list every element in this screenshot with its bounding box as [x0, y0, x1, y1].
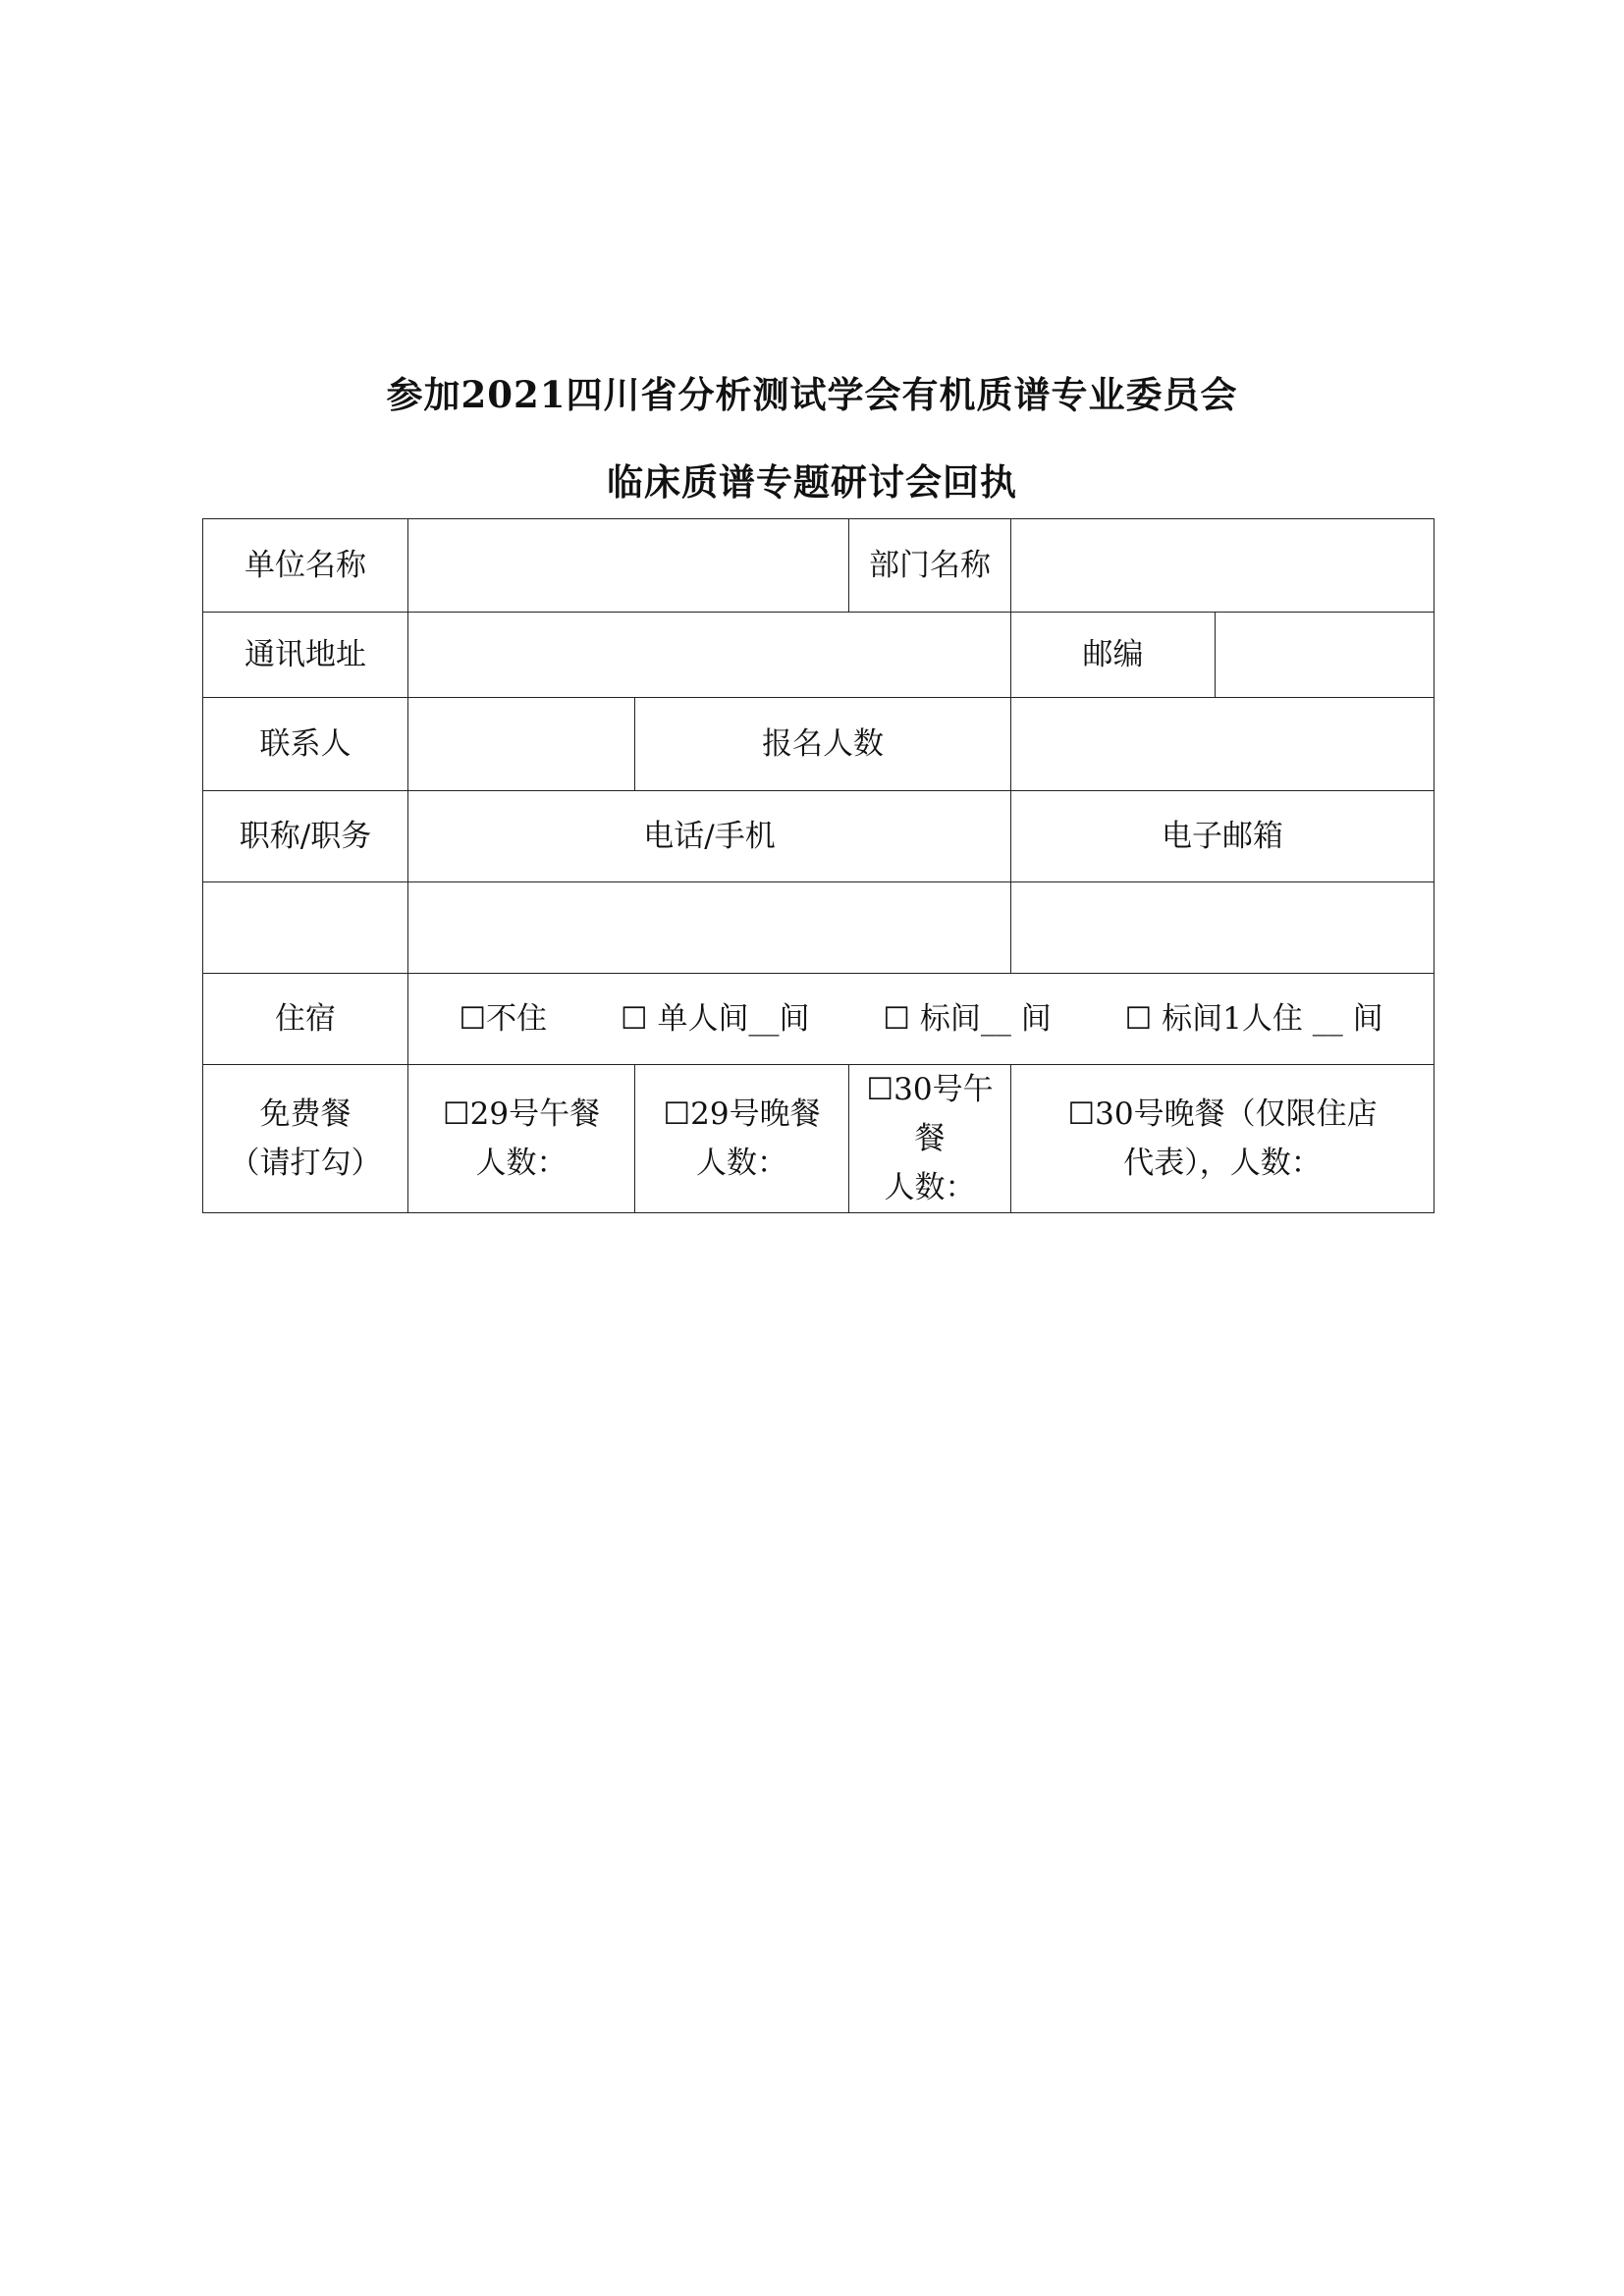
meal-option-30-dinner[interactable] [1011, 1065, 1435, 1213]
postcode-field[interactable] [1216, 613, 1435, 698]
meal-option-29-dinner[interactable] [635, 1065, 849, 1213]
lodging-options-cell [408, 974, 1435, 1065]
meal-30-dinner-line1: ☐30号晚餐（仅限住店 [1067, 1096, 1378, 1132]
meal-29-lunch-line2: 人数： [475, 1146, 568, 1181]
row-unit [203, 519, 1435, 613]
lodging-label: 住宿 [203, 974, 408, 1065]
row-title-phone-email-values [203, 882, 1435, 974]
contact-field[interactable] [408, 698, 635, 791]
meal-option-30-lunch[interactable] [849, 1065, 1011, 1213]
lodging-option-single[interactable]: ☐ 单人间__间 [620, 1001, 810, 1037]
contact-label: 联系人 [203, 698, 408, 791]
address-label: 通讯地址 [203, 613, 408, 698]
title-position-label: 职称/职务 [203, 791, 408, 882]
email-label: 电子邮箱 [1011, 791, 1435, 882]
postcode-label: 邮编 [1011, 613, 1216, 698]
form-title-line2: 临床质谱专题研讨会回执 [607, 460, 1017, 504]
row-meals [203, 1065, 1435, 1213]
meal-option-29-lunch[interactable] [408, 1065, 635, 1213]
phone-field[interactable] [408, 882, 1011, 974]
meal-30-dinner-line2: 代表），人数： [1123, 1146, 1322, 1181]
row-header-title-phone-email [203, 791, 1435, 882]
registrants-field[interactable] [1011, 698, 1435, 791]
lodging-option-standard[interactable]: ☐ 标间__ 间 [883, 1001, 1052, 1037]
unit-name-label: 单位名称 [203, 519, 408, 613]
dept-name-label: 部门名称 [849, 519, 1011, 613]
meals-label [203, 1065, 408, 1213]
meals-label-line1: 免费餐 [259, 1096, 352, 1132]
row-lodging [203, 974, 1435, 1065]
lodging-option-none[interactable]: ☐不住 [459, 1001, 548, 1037]
address-field[interactable] [408, 613, 1011, 698]
phone-label: 电话/手机 [408, 791, 1011, 882]
unit-name-field[interactable] [408, 519, 849, 613]
meal-29-dinner-line1: ☐29号晚餐 [663, 1096, 821, 1132]
row-address [203, 613, 1435, 698]
meal-30-lunch-line1: ☐30号午餐 [866, 1072, 994, 1156]
form-title-line1: 参加2021四川省分析测试学会有机质谱专业委员会 [386, 373, 1238, 416]
registration-form-table [202, 518, 1435, 1213]
meal-30-lunch-line2: 人数： [884, 1170, 976, 1205]
lodging-option-standard-single-occupancy[interactable]: ☐ 标间1人住 __ 间 [1124, 1001, 1383, 1037]
row-contact [203, 698, 1435, 791]
registrants-label: 报名人数 [635, 698, 1011, 791]
title-position-field[interactable] [203, 882, 408, 974]
dept-name-field[interactable] [1011, 519, 1435, 613]
meal-29-lunch-line1: ☐29号午餐 [442, 1096, 601, 1132]
email-field[interactable] [1011, 882, 1435, 974]
meals-label-line2: （请打勾） [229, 1146, 382, 1181]
meal-29-dinner-line2: 人数： [696, 1146, 787, 1181]
